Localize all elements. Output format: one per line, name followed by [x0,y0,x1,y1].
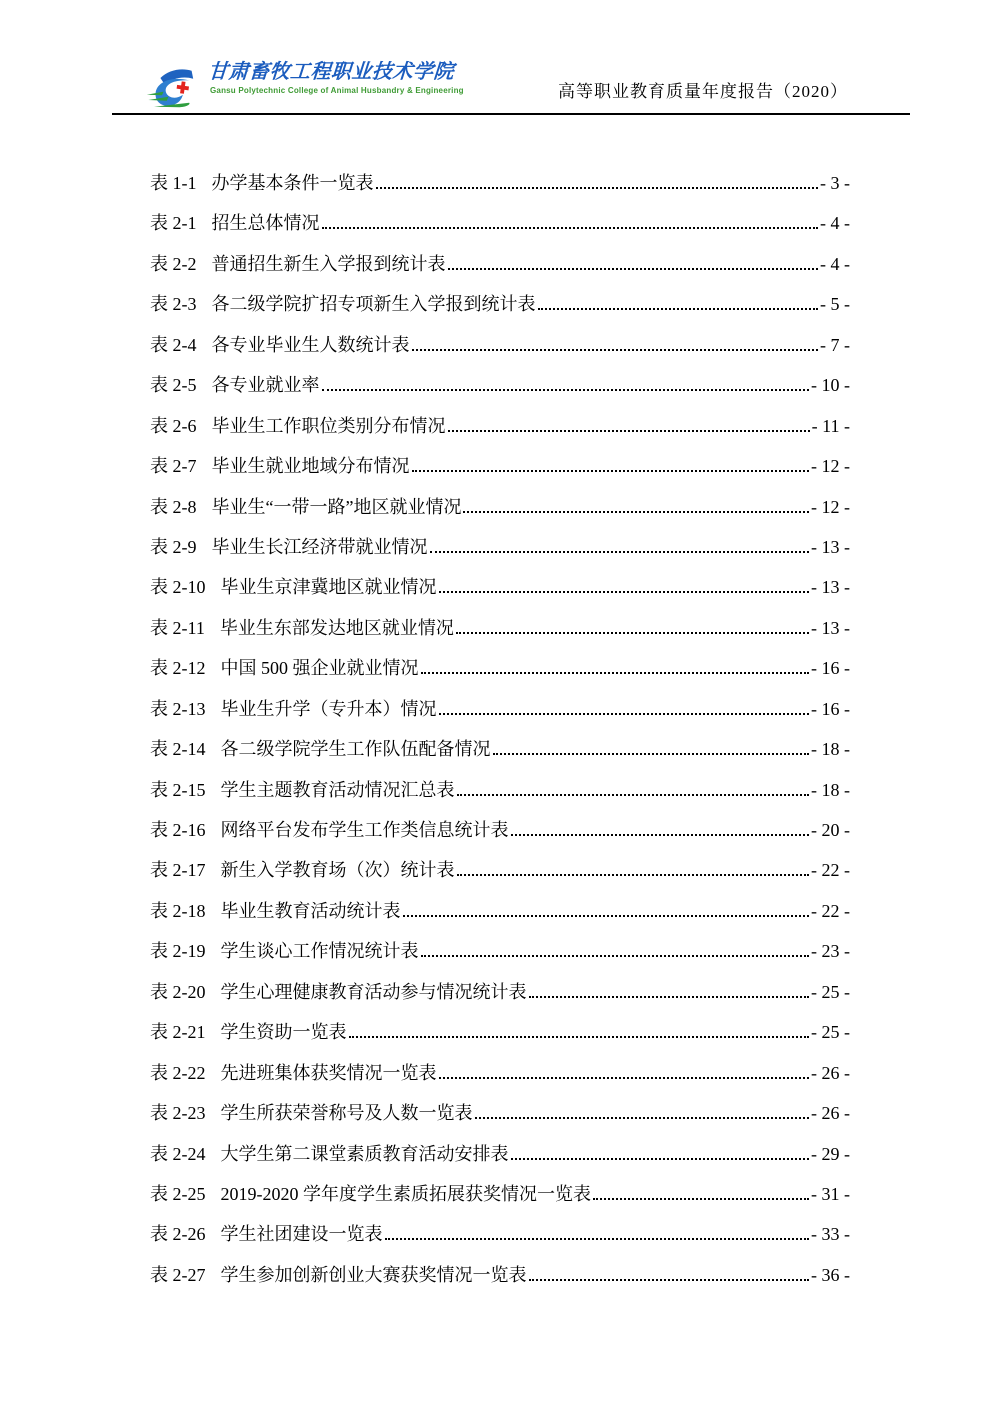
toc-entry-page: - 13 - [811,536,850,557]
toc-entry-label: 表 2-9 [150,536,197,557]
toc-entry-label: 表 2-16 [150,820,206,840]
toc-entry-label: 表 2-22 [150,1062,206,1083]
toc-entry-page: - 12 - [811,456,850,477]
dot-leader [412,349,819,351]
toc-entry-page: - 25 - [811,981,850,1002]
toc-entry-page: - 18 - [811,739,850,760]
toc-entry-title: 学生谈心工作情况统计表 [220,941,419,962]
toc-entry-page: - 5 - [820,294,850,315]
toc-entry[interactable] [150,608,850,648]
toc-entry[interactable] [150,567,850,607]
dot-leader [448,268,819,270]
toc-entry-label: 表 2-17 [150,860,206,881]
dot-leader [439,713,810,715]
dot-leader [529,996,810,998]
toc-entry[interactable] [150,406,850,446]
toc-entry-label: 表 2-11 [150,617,205,638]
dot-leader [439,591,810,593]
toc-entry-page: - 31 - [811,1183,850,1204]
college-name-en: Gansu Polytechnic College of Animal Husbandry & Engineering [210,86,464,95]
toc-entry-page: - 11 - [811,415,850,436]
toc-entry-label: 表 2-13 [150,698,206,719]
toc-entry[interactable] [150,487,850,527]
toc-entry-page: - 4 - [820,253,850,274]
toc-entry-page: - 16 - [811,658,850,679]
dot-leader [493,753,810,755]
toc-entry[interactable] [150,365,850,405]
toc-entry-label: 表 2-3 [150,294,197,315]
toc-entry-title: 学生主题教育活动情况汇总表 [220,779,455,800]
dot-leader [439,1077,810,1079]
toc-entry[interactable] [150,770,850,810]
college-logo-icon [146,66,202,114]
dot-leader [463,511,809,513]
toc-entry-title: 先进班集体获奖情况一览表 [220,1062,437,1083]
dot-leader [385,1238,810,1240]
college-logo [146,60,464,114]
toc-entry[interactable] [150,1214,850,1254]
dot-leader [475,1117,810,1119]
report-title: 高等职业教育质量年度报告（2020） [558,82,848,101]
toc-entry-title: 学生所获荣誉称号及人数一览表 [220,1103,473,1124]
toc-entry[interactable] [150,810,850,850]
header-rule [112,113,910,115]
toc-entry-label: 表 2-4 [150,334,197,355]
college-name-zh: 甘肃畜牧工程职业技术学院 [207,61,455,83]
toc-entry[interactable] [150,203,850,243]
toc-entry-label: 表 2-2 [150,253,197,274]
dot-leader [322,227,819,229]
dot-leader [593,1198,809,1200]
toc-entry-title: 2019-2020 学年度学生素质拓展获奖情况一览表 [220,1183,591,1204]
dot-leader [376,187,819,189]
toc-entry-page: - 26 - [811,1062,850,1083]
dot-leader [538,308,819,310]
toc-entry-label: 表 2-8 [150,496,197,517]
toc-entry-title: 学生资助一览表 [220,1022,347,1043]
toc-entry-title: 学生社团建设一览表 [220,1224,383,1245]
toc-entry[interactable] [150,1012,850,1052]
toc-entry[interactable] [150,1093,850,1133]
toc-entry-page: - 36 - [811,1264,850,1285]
toc-entry[interactable] [150,1255,850,1295]
toc-entry[interactable] [150,244,850,284]
toc-entry-page: - 22 - [811,860,850,881]
toc-entry[interactable] [150,1134,850,1174]
toc-entry[interactable] [150,446,850,486]
toc-entry-title: 各专业毕业生人数统计表 [211,334,410,355]
toc-list [150,163,850,1295]
toc-entry-label: 表 2-15 [150,779,206,800]
toc-entry-label: 表 2-26 [150,1224,206,1245]
toc-entry-title: 各二级学院学生工作队伍配备情况 [220,739,491,760]
toc-entry-title: 网络平台发布学生工作类信息统计表 [220,820,509,840]
dot-leader [448,430,810,432]
toc-entry-page: - 13 - [811,617,850,638]
toc-entry[interactable] [150,891,850,931]
toc-entry-page: - 3 - [820,173,850,193]
toc-entry-title: 各二级学院扩招专项新生入学报到统计表 [211,294,536,315]
toc-entry-title: 毕业生“一带一路”地区就业情况 [211,496,462,517]
toc-entry[interactable] [150,972,850,1012]
toc-entry-label: 表 2-14 [150,739,206,760]
toc-entry-label: 表 2-24 [150,1143,206,1164]
toc-entry-page: - 18 - [811,779,850,800]
toc-entry-label: 表 1-1 [150,173,197,193]
toc-entry-title: 毕业生京津冀地区就业情况 [220,577,437,598]
toc-entry-title: 毕业生工作职位类别分布情况 [211,415,446,436]
toc-entry-title: 学生参加创新创业大赛获奖情况一览表 [220,1264,527,1285]
toc-entry-label: 表 2-6 [150,415,197,436]
toc-entry-label: 表 2-7 [150,456,197,477]
dot-leader [403,915,810,917]
toc-entry-title: 毕业生东部发达地区就业情况 [219,617,454,638]
toc-entry-page: - 12 - [811,496,850,517]
toc-entry[interactable] [150,527,850,567]
toc-entry-title: 各专业就业率 [211,375,320,396]
toc-entry-label: 表 2-19 [150,941,206,962]
toc-entry[interactable] [150,689,850,729]
dot-leader [349,1036,810,1038]
toc-entry[interactable] [150,1174,850,1214]
toc-entry-title: 中国 500 强企业就业情况 [220,658,419,679]
toc-entry-label: 表 2-20 [150,981,206,1002]
toc-entry-title: 毕业生教育活动统计表 [220,900,401,921]
toc-entry-title: 新生入学教育场（次）统计表 [220,860,455,881]
toc-entry-page: - 23 - [811,941,850,962]
toc-entry-page: - 20 - [811,820,850,840]
toc-entry-page: - 22 - [811,900,850,921]
dot-leader [421,955,810,957]
toc-entry-label: 表 2-21 [150,1022,206,1043]
toc-entry-label: 表 2-1 [150,213,197,234]
dot-leader [529,1279,810,1281]
toc-entry-title: 毕业生长江经济带就业情况 [211,536,428,557]
toc-entry[interactable] [150,325,850,365]
toc-entry-title: 学生心理健康教育活动参与情况统计表 [220,981,527,1002]
toc-entry-page: - 13 - [811,577,850,598]
toc-entry-page: - 29 - [811,1143,850,1164]
toc-entry-title: 毕业生就业地域分布情况 [211,456,410,477]
college-logo-text [208,60,464,95]
toc-entry-page: - 10 - [811,375,850,396]
toc-entry-title: 办学基本条件一览表 [211,173,374,193]
dot-leader [511,1158,810,1160]
toc-entry-label: 表 2-23 [150,1103,206,1124]
toc-entry-page: - 26 - [811,1103,850,1124]
dot-leader [430,551,810,553]
dot-leader [412,470,810,472]
toc-entry-label: 表 2-25 [150,1183,206,1204]
toc-entry[interactable] [150,648,850,688]
toc-entry-title: 招生总体情况 [211,213,320,234]
toc-entry[interactable] [150,729,850,769]
dot-leader [322,389,810,391]
toc-entry-label: 表 2-10 [150,577,206,598]
toc-entry-label: 表 2-18 [150,900,206,921]
toc-entry-title: 大学生第二课堂素质教育活动安排表 [220,1143,509,1164]
toc-entry-label: 表 2-27 [150,1264,206,1285]
toc-entry[interactable] [150,1053,850,1093]
toc-entry-label: 表 2-5 [150,375,197,396]
toc-entry-label: 表 2-12 [150,658,206,679]
toc-entry-page: - 33 - [811,1224,850,1245]
toc-entry[interactable] [150,163,850,203]
toc-entry-page: - 16 - [811,698,850,719]
toc-entry-title: 普通招生新生入学报到统计表 [211,253,446,274]
dot-leader [456,632,809,634]
toc-entry-title: 毕业生升学（专升本）情况 [220,698,437,719]
dot-leader [421,672,810,674]
toc-entry-page: - 7 - [820,334,850,355]
toc-entry[interactable] [150,931,850,971]
toc-entry-page: - 4 - [820,213,850,234]
toc-entry[interactable] [150,284,850,324]
dot-leader [457,874,810,876]
dot-leader [457,794,810,796]
toc-entry[interactable] [150,850,850,890]
dot-leader [511,834,810,836]
toc-entry-page: - 25 - [811,1022,850,1043]
